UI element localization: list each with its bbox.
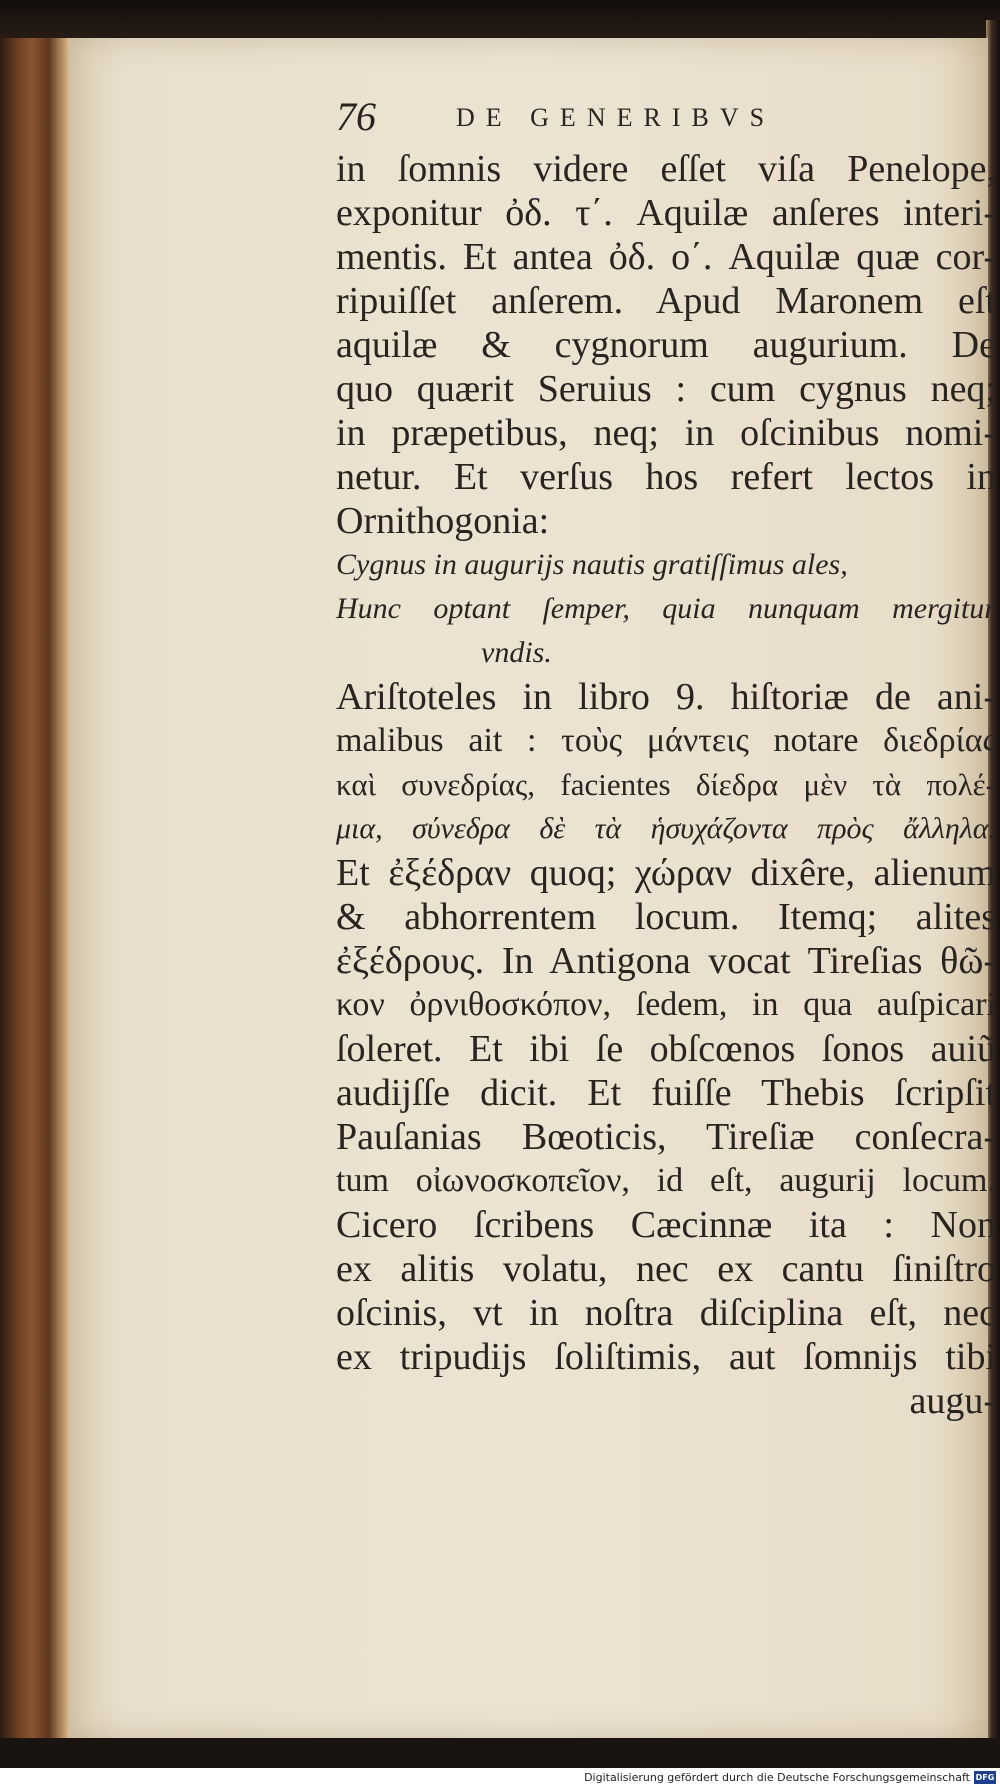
text-line: ex tripudijs ſoliſtimis, aut ſomnijs tibi [336, 1336, 996, 1378]
text-line: καὶ συνεδρίας, facientes δίεδρα μὲν τὰ πολέ- [336, 767, 996, 802]
text-line: Ornithogonia: [336, 500, 550, 542]
text-line: exponitur ὀδ. τ΄. Aquilæ anſeres interi- [336, 192, 996, 234]
text-line: Et ἐξέδραν quoq; χώραν dixêre, alienum [336, 852, 996, 894]
text-line: Ariſtoteles in libro 9. hiſtoriæ de ani- [336, 676, 996, 718]
text-line: ſoleret. Et ibi ſe obſcœnos ſonos auiũ [336, 1028, 996, 1070]
text-line: tum οἰωνοσκοπεῖον, id eſt, augurij locum. [336, 1162, 996, 1199]
text-line: netur. Et verſus hos refert lectos in [336, 456, 996, 498]
text-line: oſcinis, vt in noſtra diſciplina eſt, nec [336, 1292, 996, 1334]
text-line: Cicero ſcribens Cæcinnæ ita : Non [336, 1204, 996, 1246]
page-header [336, 92, 896, 142]
verse-line: vndis. [481, 636, 552, 669]
text-line-greek: μια, σύνεδρα δὲ τὰ ἡσυχάζοντα πρὸς ἄλληλα. [336, 812, 996, 845]
text-line: aquilæ & cygnorum augurium. De [336, 324, 996, 366]
verse-line: Hunc optant ſemper, quia nunquam mergitur [336, 592, 996, 625]
scan-background-bottom [0, 1738, 1000, 1768]
text-line: ripuiſſet anſerem. Apud Maronem eſt [336, 280, 996, 322]
verse-line: Cygnus in augurijs nautis gratiſſimus ales, [336, 548, 848, 581]
text-line: audijſſe dicit. Et fuiſſe Thebis ſcripſit [336, 1072, 996, 1114]
text-line: ἐξέδρους. In Antigona vocat Tireſias θῶ- [336, 940, 996, 982]
text-line: mentis. Et antea ὀδ. ο΄. Aquilæ quæ cor- [336, 236, 996, 278]
book-spine [0, 38, 70, 1738]
text-line: ex alitis volatu, nec ex cantu ſiniſtro [336, 1248, 996, 1290]
footer-bar [0, 1768, 1000, 1788]
text-line: malibus ait : τοὺς μάντεις notare διεδρίας [336, 722, 996, 759]
catchword: augu- [909, 1380, 996, 1422]
running-head: DE GENERIBVS [456, 103, 776, 132]
page-number: 76 [336, 94, 376, 139]
text-line: in ſomnis videre eſſet viſa Penelope, [336, 148, 996, 190]
text-line: κον ὀρνιθοσκόπον, ſedem, in qua auſpicari [336, 986, 996, 1023]
text-line: Pauſanias Bœoticis, Tireſiæ conſecra- [336, 1116, 996, 1158]
text-line: & abhorrentem locum. Itemq; alites [336, 896, 996, 938]
dfg-logo-icon: DFG [975, 1773, 995, 1782]
body-text [336, 147, 996, 1423]
footer-credit: Digitalisierung gefördert durch die Deutsche Forschungsgemeinschaft [584, 1771, 970, 1784]
text-line: in præpetibus, neq; in oſcinibus nomi- [336, 412, 996, 454]
text-line: quo quærit Seruius : cum cygnus neq; [336, 368, 996, 410]
